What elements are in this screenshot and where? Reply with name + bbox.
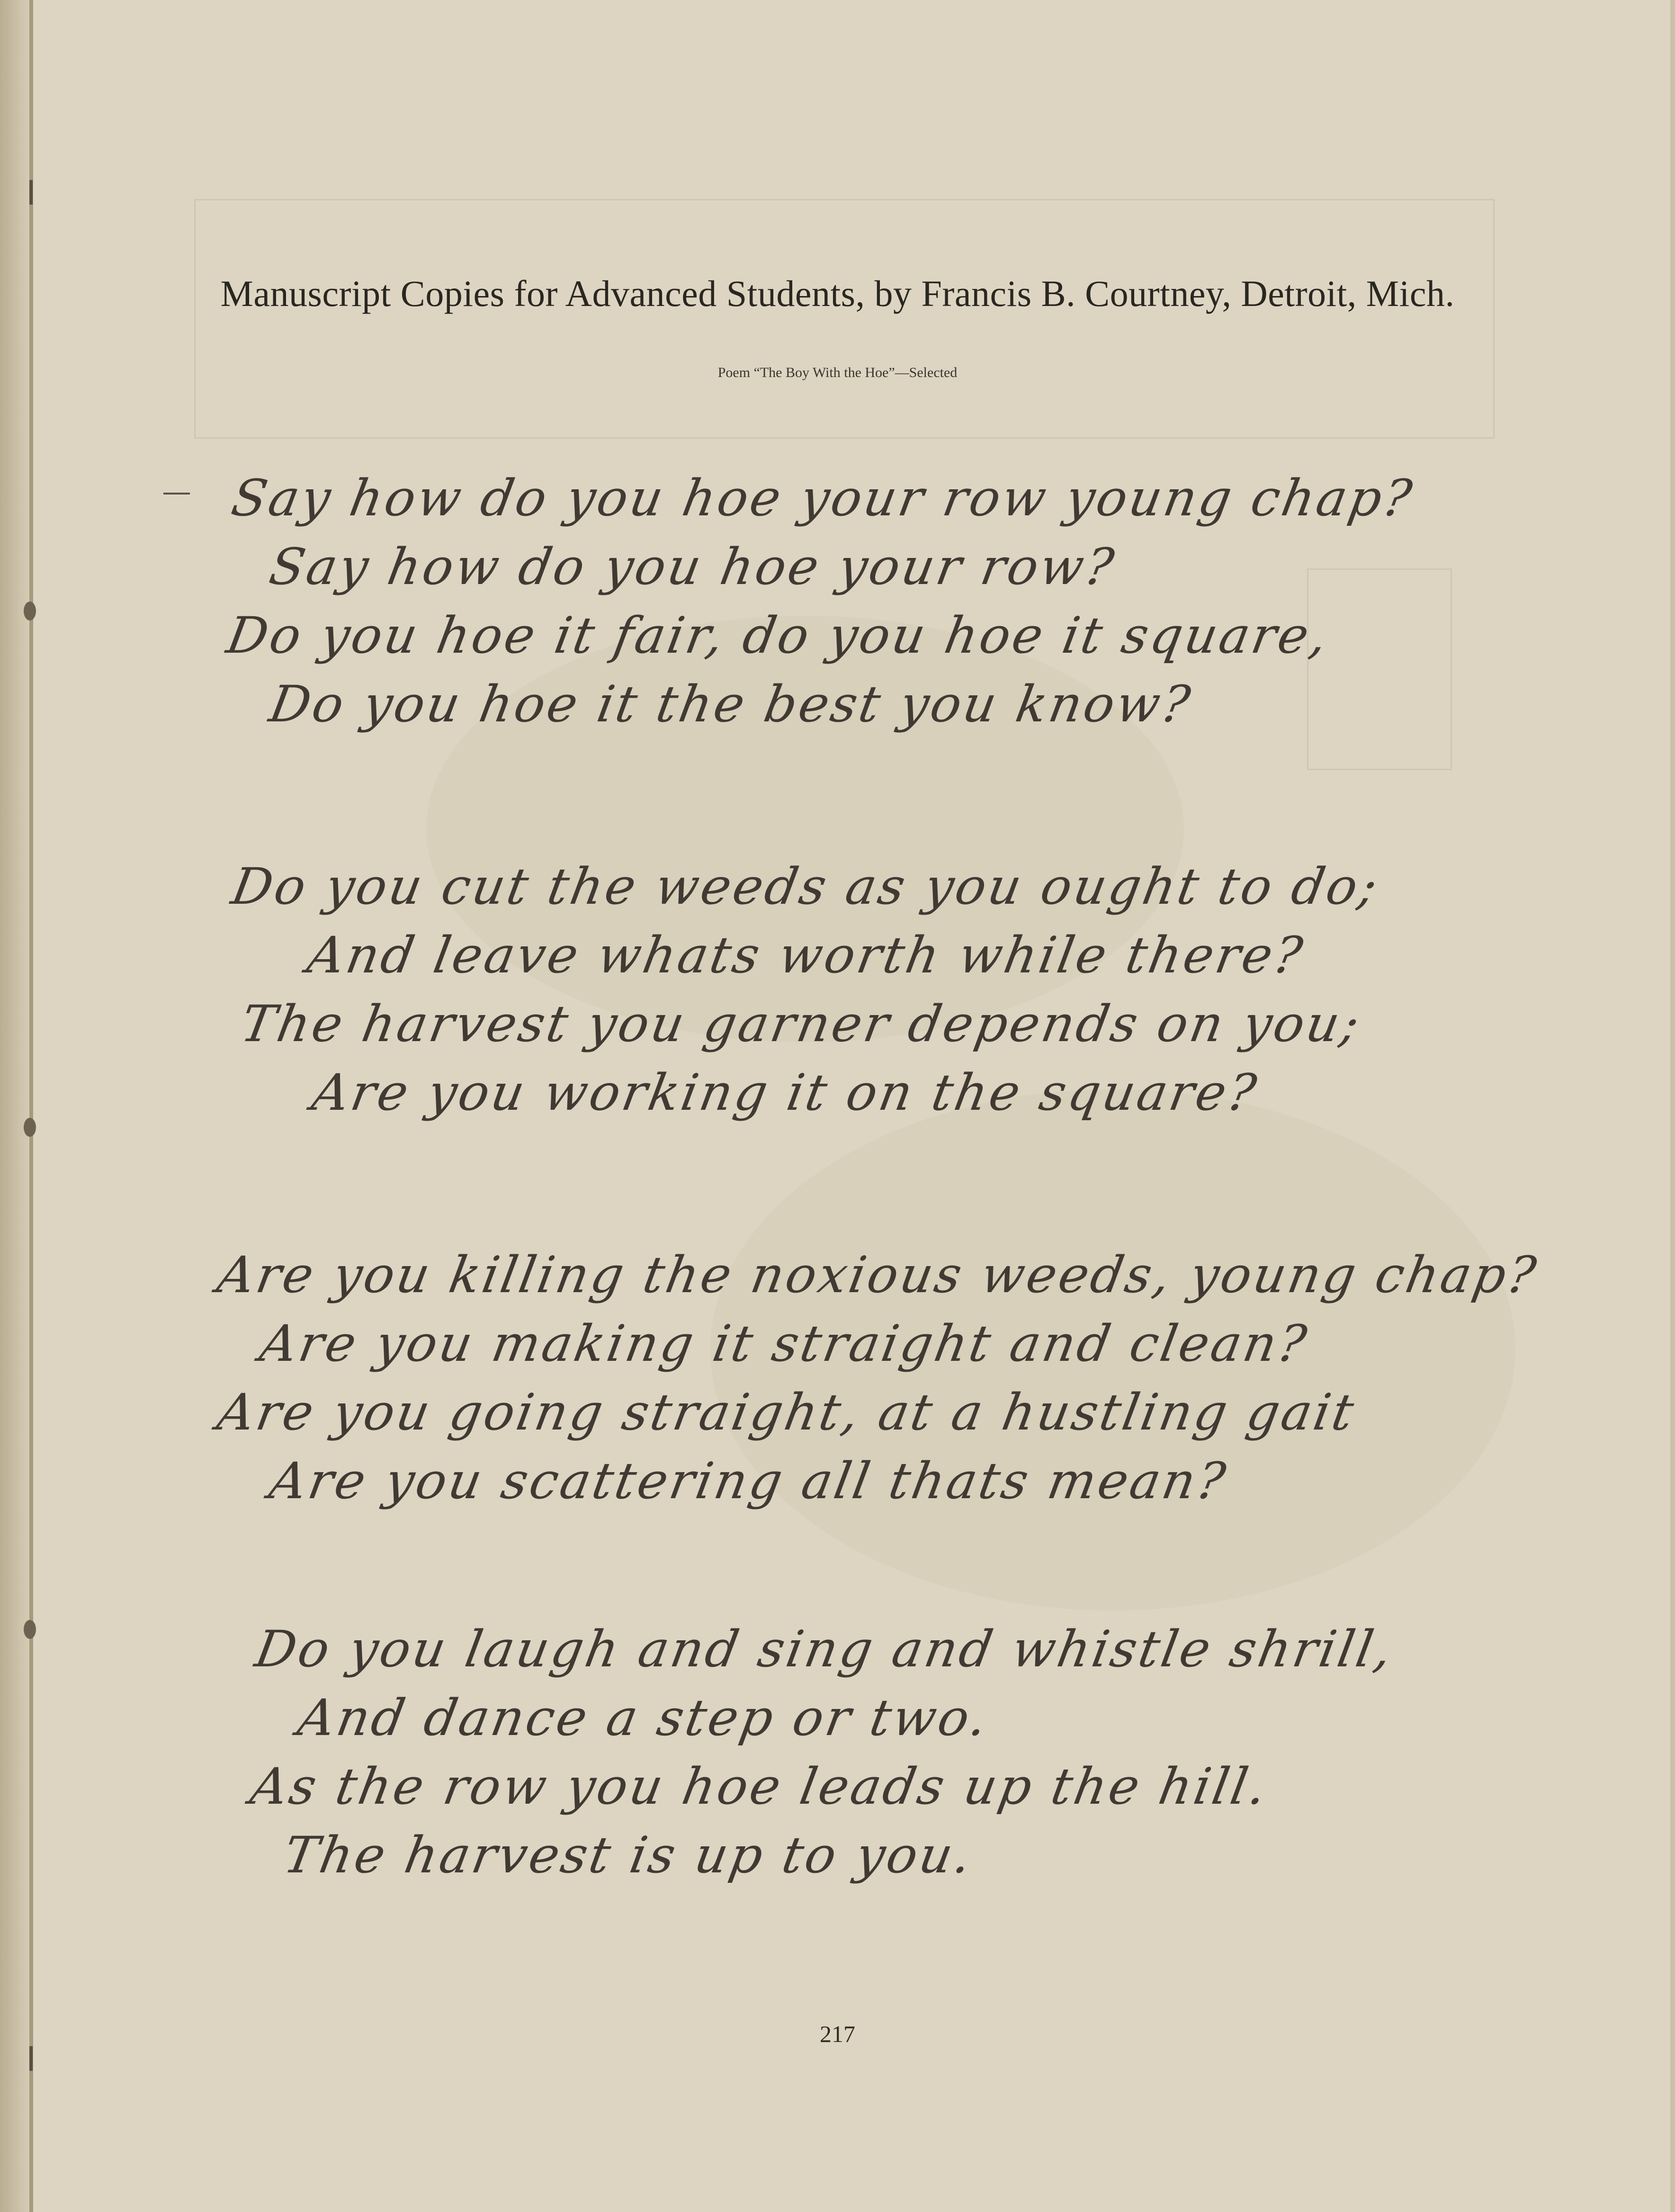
poem-line: And leave whats worth while there? [303,926,1309,984]
poem-line: Are you going straight, at a hustling gait [213,1383,1361,1441]
poem-line: Are you working it on the square? [308,1063,1263,1122]
poem-line: The harvest you garner depends on you; [237,995,1366,1053]
poem-line: Are you scattering all thats mean? [265,1452,1232,1510]
poem-line: Are you making it straight and clean? [256,1314,1313,1373]
page-number: 217 [820,2021,855,2047]
poem-line: Are you killing the noxious weeds, young chap? [213,1246,1543,1304]
poem-subtitle: Poem “The Boy With the Hoe”—Selected [717,365,958,380]
poem-line: Do you laugh and sing and whistle shrill, [251,1620,1399,1678]
poem-line: Do you cut the weeds as you ought to do; [227,857,1384,916]
poem-line: Do you hoe it the best you know? [265,675,1197,733]
poem-line: Say how do you hoe your row? [265,538,1120,596]
poem-line: As the row you hoe leads up the hill. [246,1757,1273,1816]
poem-line: Do you hoe it fair, do you hoe it square, [223,606,1334,665]
poem-line: Say how do you hoe your row young chap? [227,469,1418,527]
page-title: Manuscript Copies for Advanced Students, by Francis B. Courtney, Detroit, Mich. [220,273,1455,314]
poem-line: And dance a step or two. [294,1689,994,1747]
poem-line: The harvest is up to you. [279,1826,978,1884]
